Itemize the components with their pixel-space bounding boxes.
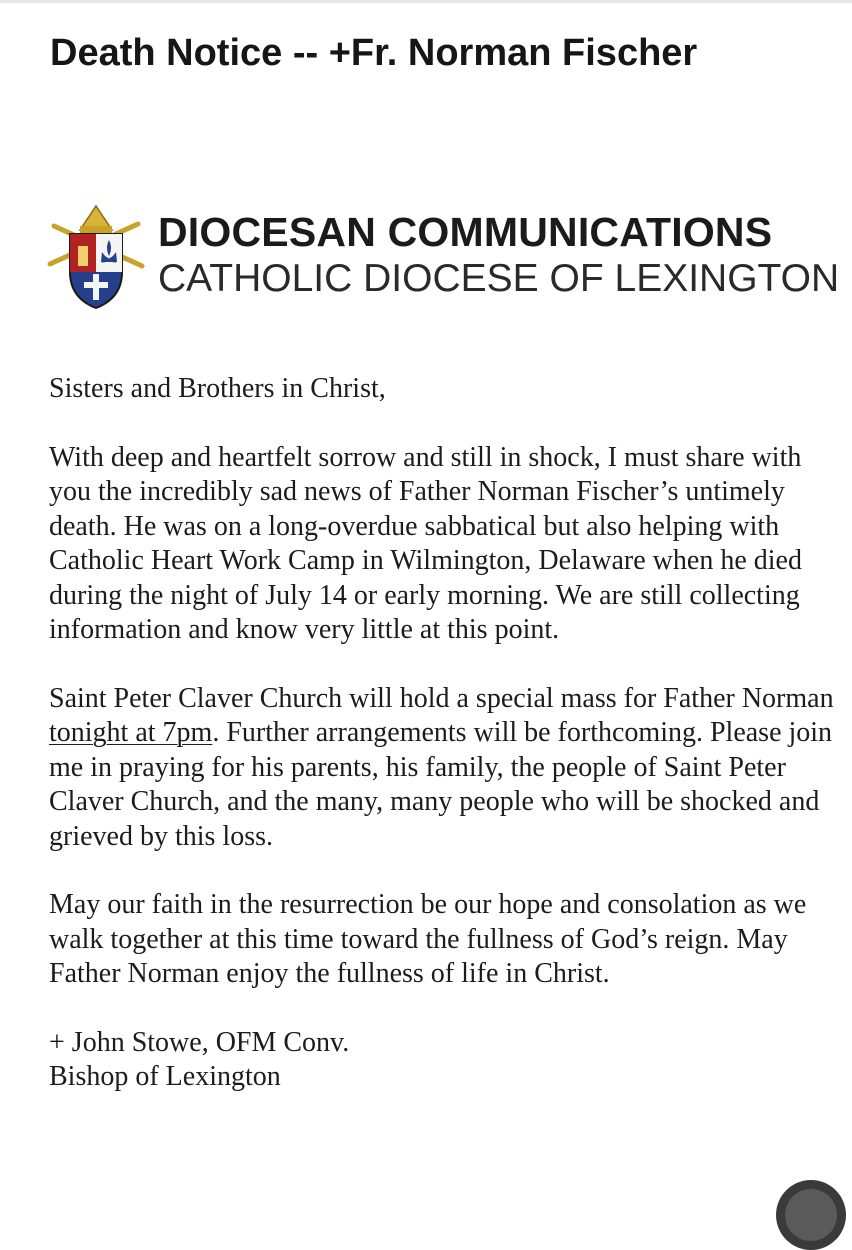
top-border — [0, 0, 852, 3]
diocese-coat-of-arms-icon — [46, 202, 146, 310]
signature-title: Bishop of Lexington — [49, 1061, 281, 1092]
mass-time-link[interactable]: tonight at 7pm — [49, 717, 213, 748]
paragraph-prayer: May our faith in the resurrection be our hope and consolation as we walk together at this time toward the fullness of God’s reign. May Father Norman enjoy the fullness of life in Christ. — [49, 889, 807, 989]
org-name: DIOCESAN COMMUNICATIONS — [158, 209, 773, 255]
page-title: Death Notice -- +Fr. Norman Fischer — [50, 32, 698, 74]
mass-text-before: Saint Peter Claver Church will hold a special mass for Father Norman — [49, 682, 834, 714]
avatar-icon — [785, 1189, 837, 1241]
mass-text-after: . Further arrangements will be forthcoming. Please join me in praying for his parents, his family, the people of Saint Peter Claver Church, and the many, many people who will be shocked and grieved by this loss. — [49, 717, 833, 852]
paragraph-news: With deep and heartfelt sorrow and still in shock, I must share with you the incredibly sad news of Father Norman Fischer’s untimely death. He was on a long-overdue sabbatical but also helping with Catholic Heart Work Camp in Wilmington, Delaware when he died during the night of July 14 or early morning. We are still collecting information and know very little at this point. — [49, 441, 802, 645]
letter-body — [49, 372, 839, 1095]
signature-name: + John Stowe, OFM Conv. — [49, 1026, 350, 1058]
paragraph-mass — [49, 682, 839, 855]
org-subtitle: CATHOLIC DIOCESE OF LEXINGTON — [158, 257, 840, 300]
corner-avatar-badge[interactable] — [776, 1180, 846, 1250]
salutation: Sisters and Brothers in Christ, — [49, 373, 386, 404]
